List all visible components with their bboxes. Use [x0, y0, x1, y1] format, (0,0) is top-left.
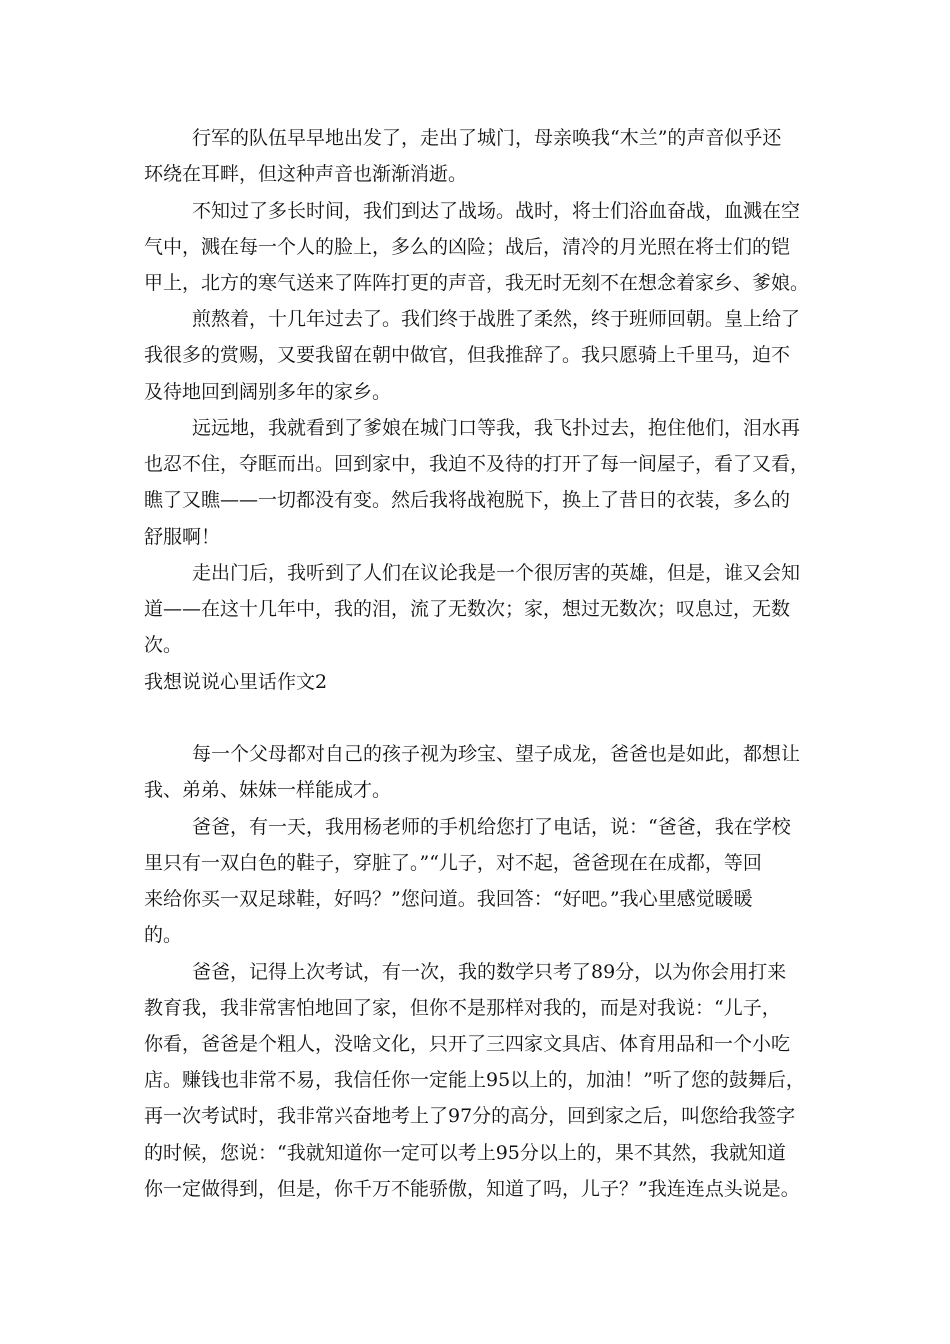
text-line: 你一定做得到，但是，你千万不能骄傲，知道了吗，儿子？”我连连点头说是。 [144, 1178, 800, 1200]
text-line: 远远地，我就看到了爹娘在城门口等我，我飞扑过去，抱住他们，泪水再 [192, 417, 801, 439]
text-line: 及待地回到阔别多年的家乡。 [144, 381, 392, 403]
text-line: 再一次考试时，我非常兴奋地考上了97分的高分，回到家之后，叫您给我签字 [144, 1105, 796, 1127]
text-line: 每一个父母都对自己的孩子视为珍宝、望子成龙，爸爸也是如此，都想让 [192, 743, 801, 765]
text-line: 甲上，北方的寒气送来了阵阵打更的声音，我无时无刻不在想念着家乡、爹娘。 [144, 272, 810, 294]
text-line: 爸爸，记得上次考试，有一次，我的数学只考了89分，以为你会用打来 [192, 961, 787, 983]
text-line: 行军的队伍早早地出发了，走出了城门，母亲唤我“木兰”的声音似乎还 [192, 127, 782, 149]
text-line: 也忍不住，夺眶而出。回到家中，我迫不及待的打开了每一间屋子，看了又看， [144, 453, 810, 475]
text-line: 来给你买一双足球鞋，好吗？”您问道。我回答：“好吧。”我心里感觉暖暖 [144, 888, 753, 910]
text-line: 的时候，您说：“我就知道你一定可以考上95分以上的，果不其然，我就知道 [144, 1142, 786, 1164]
text-line: 教育我，我非常害怕地回了家，但你不是那样对我的，而是对我说：“儿子， [144, 997, 781, 1019]
text-line: 我、弟弟、妹妹一样能成才。 [144, 779, 392, 801]
text-line: 里只有一双白色的鞋子，穿脏了。”“儿子，对不起，爸爸现在在成都，等回 [144, 852, 762, 874]
text-line: 不知过了多长时间，我们到达了战场。战时，将士们浴血奋战，血溅在空 [192, 200, 801, 222]
text-line: 舒服啊！ [144, 526, 221, 548]
text-line: 的。 [144, 924, 183, 946]
text-line: 你看，爸爸是个粗人，没啥文化，只开了三四家文具店、体育用品和一个小吃 [144, 1033, 791, 1055]
text-line: 环绕在耳畔，但这种声音也渐渐消逝。 [144, 163, 468, 185]
section-title: 我想说说心里话作文2 [144, 671, 328, 693]
text-line: 爸爸，有一天，我用杨老师的手机给您打了电话，说：“爸爸，我在学校 [192, 816, 791, 838]
text-line: 气中，溅在每一个人的脸上，多么的凶险；战后，清冷的月光照在将士们的铠 [144, 236, 791, 258]
text-line: 店。赚钱也非常不易，我信任你一定能上95以上的，加油！”听了您的鼓舞后， [144, 1069, 805, 1091]
text-line: 我很多的赏赐，又要我留在朝中做官，但我推辞了。我只愿骑上千里马，迫不 [144, 344, 791, 366]
text-line: 煎熬着，十几年过去了。我们终于战胜了柔然，终于班师回朝。皇上给了 [192, 308, 801, 330]
text-line: 瞧了又瞧——一切都没有变。然后我将战袍脱下，换上了昔日的衣装，多么的 [144, 489, 791, 511]
text-line: 走出门后，我听到了人们在议论我是一个很厉害的英雄，但是，谁又会知 [192, 562, 801, 584]
text-line: 次。 [144, 634, 183, 656]
text-line: 道——在这十几年中，我的泪，流了无数次；家，想过无数次；叹息过，无数 [144, 598, 791, 620]
